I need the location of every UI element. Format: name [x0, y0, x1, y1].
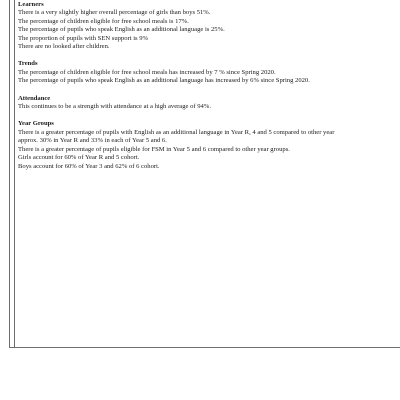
text-line: Boys account for 60% of Year 3 and 62% of 6 cohort.	[18, 162, 160, 170]
text-line: There is a very slightly higher overall percentage of girls than boys 51%.	[18, 9, 211, 17]
text-line: This continues to be a strength with attendance at a high average of 94%.	[18, 103, 211, 111]
section-heading: Year Groups	[18, 120, 54, 128]
section-heading: Attendance	[18, 94, 51, 102]
text-line: Girls account for 60% of Year R and 5 cohort.	[18, 154, 140, 162]
text-line: There is a greater percentage of pupils eligible for FSM in Year 5 and 6 compared to other year groups.	[18, 145, 290, 153]
text-line: The percentage of pupils who speak English as an additional language is 25%.	[18, 26, 225, 34]
text-line: There are no looked after children.	[18, 43, 110, 51]
section-year-groups	[18, 120, 400, 170]
text-line: approx. 30% in Year R and 33% in each of Year 5 and 6.	[18, 137, 167, 145]
column-divider	[14, 0, 15, 348]
section-trends	[18, 60, 400, 85]
text-line: There is a greater percentage of pupils with English as an additional language in Year R, 4 and 5 compared to other year	[18, 128, 335, 136]
text-line: The percentage of children eligible for free school meals is 17%.	[18, 17, 189, 25]
section-attendance	[18, 95, 400, 112]
document-content	[18, 1, 400, 171]
text-line: The proportion of pupils with SEN support is 9%	[18, 34, 149, 42]
section-heading: Learners	[18, 1, 44, 8]
text-line: The percentage of children eligible for free school meals has increased by 7 % since Spring 2020.	[18, 68, 276, 76]
section-heading: Trends	[18, 60, 38, 68]
section-learners	[18, 1, 400, 51]
text-line: The percentage of pupils who speak English as an additional language has increased by 6% since Spring 2020.	[18, 77, 310, 85]
